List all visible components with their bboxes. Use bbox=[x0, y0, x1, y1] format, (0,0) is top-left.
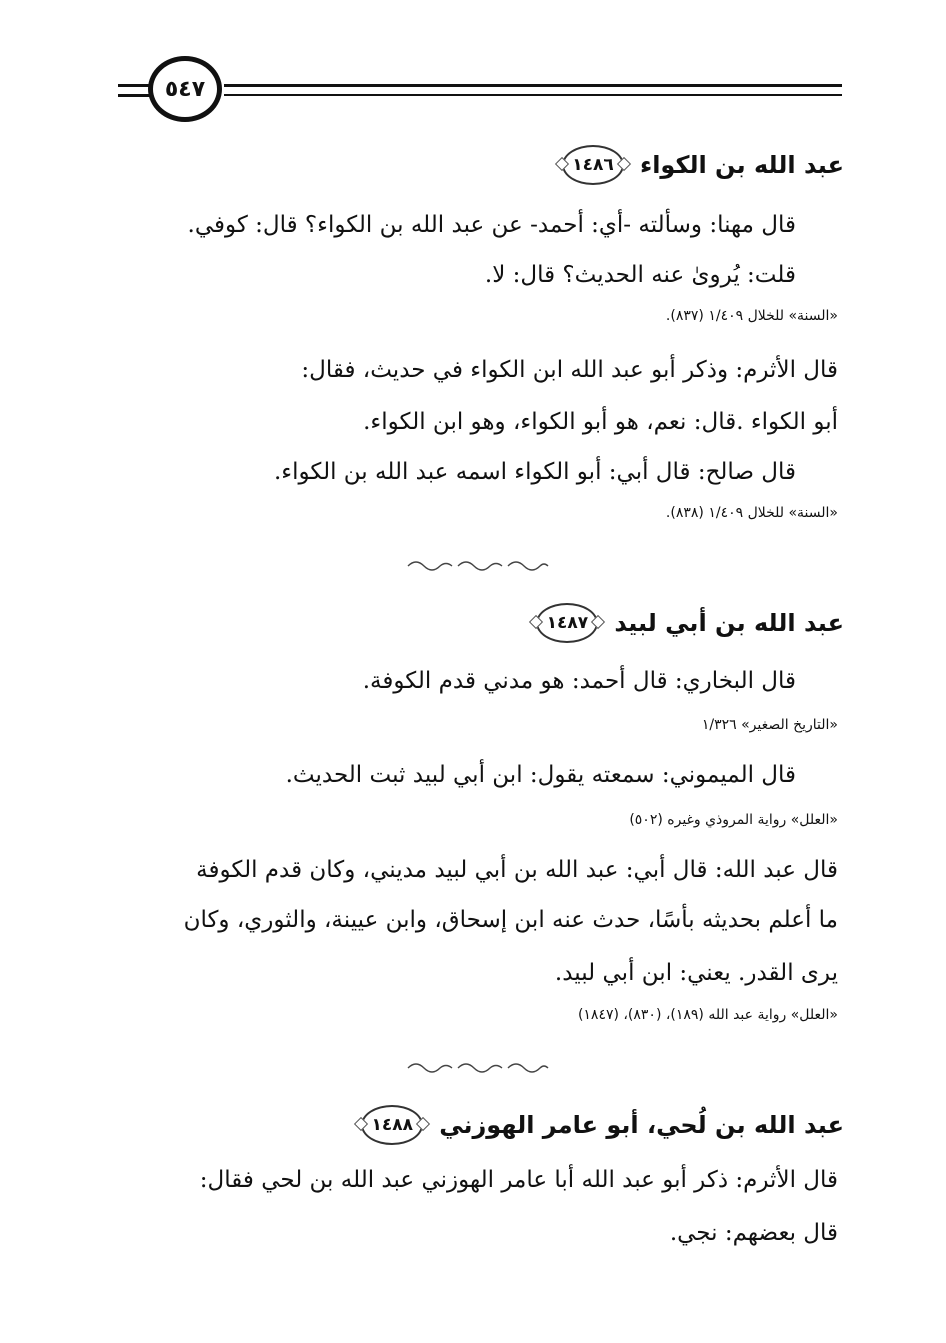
source-citation: «السنة» للخلال ١/٤٠٩ (٨٣٧). bbox=[665, 308, 838, 324]
text-line: أبو الكواء .قال: نعم، هو أبو الكواء، وهو ابن الكواء. bbox=[363, 409, 838, 435]
text-line: قال مهنا: وسألته -أي: أحمد- عن عبد الله بن الكواء؟ قال: كوفي. bbox=[187, 212, 796, 238]
text-line: قال صالح: قال أبي: أبو الكواء اسمه عبد الله بن الكواء. bbox=[273, 459, 796, 485]
text-line: قلت: يُروىٰ عنه الحديث؟ قال: لا. bbox=[484, 262, 796, 288]
source-citation: «السنة» للخلال ١/٤٠٩ (٨٣٨). bbox=[665, 505, 838, 521]
source-citation: «التاريخ الصغير» ١/٣٢٦ bbox=[701, 717, 838, 733]
entry-heading bbox=[361, 1100, 844, 1150]
text-line: يرى القدر. يعني: ابن أبي لبيد. bbox=[554, 960, 838, 986]
ornament-divider bbox=[403, 558, 553, 574]
entry-number-medallion: ١٤٨٧ bbox=[536, 603, 598, 643]
entry-title: عبد الله بن الكواء bbox=[639, 151, 844, 179]
header-rule bbox=[224, 84, 842, 87]
text-line: قال عبد الله: قال أبي: عبد الله بن أبي لبيد مديني، وكان قدم الكوفة bbox=[196, 857, 838, 883]
text-line: قال الميموني: سمعته يقول: ابن أبي لبيد ثبت الحديث. bbox=[285, 762, 796, 788]
entry-title: عبد الله بن أبي لبيد bbox=[614, 609, 844, 637]
text-line: قال بعضهم: نجي. bbox=[669, 1220, 838, 1246]
source-citation: «العلل» رواية المروذي وغيره (٥٠٢) bbox=[629, 812, 838, 828]
entry-number-medallion: ١٤٨٨ bbox=[361, 1105, 423, 1145]
text-line: قال الأثرم: ذكر أبو عبد الله أبا عامر الهوزني عبد الله بن لحي فقال: bbox=[199, 1167, 838, 1193]
text-line: قال الأثرم: وذكر أبو عبد الله ابن الكواء في حديث، فقال: bbox=[301, 357, 838, 383]
ornament-divider bbox=[403, 1060, 553, 1076]
entry-heading bbox=[562, 140, 844, 190]
source-citation: «العلل» رواية عبد الله (١٨٩)، (٨٣٠)، (١٨٤٧) bbox=[577, 1007, 838, 1023]
text-line: ما أعلم بحديثه بأسًا، حدث عنه ابن إسحاق، وابن عيينة، والثوري، وكان bbox=[183, 907, 838, 933]
entry-number-medallion: ١٤٨٦ bbox=[562, 145, 624, 185]
entry-title: عبد الله بن لُحي، أبو عامر الهوزني bbox=[439, 1111, 844, 1139]
text-line: قال البخاري: قال أحمد: هو مدني قدم الكوفة. bbox=[362, 668, 796, 694]
header-rule bbox=[224, 94, 842, 96]
entry-heading bbox=[536, 598, 844, 648]
page-number: ٥٤٧ bbox=[148, 56, 222, 122]
